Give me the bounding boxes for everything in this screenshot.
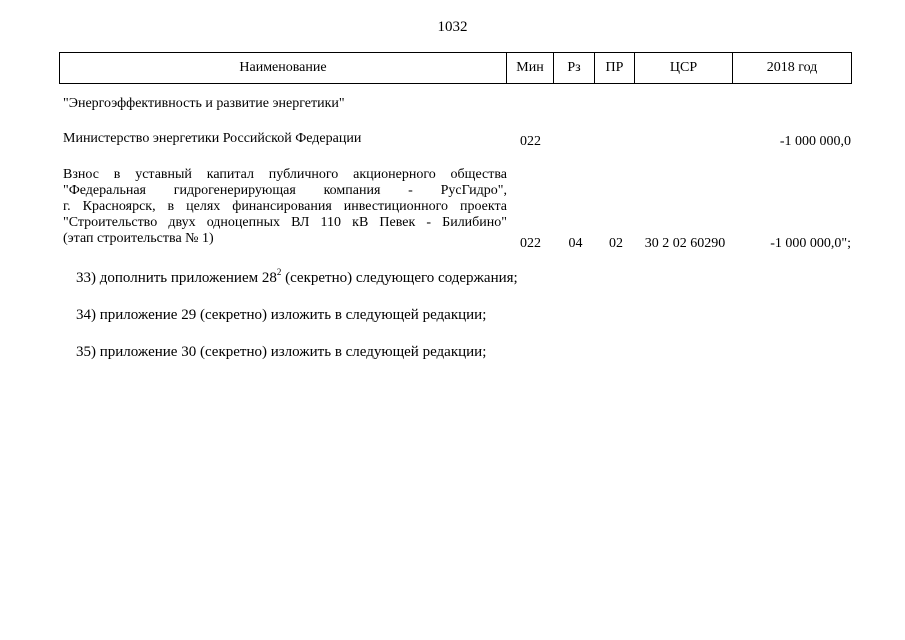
amendment-34: 34) приложение 29 (секретно) изложить в следующей редакции; xyxy=(76,307,487,323)
header-year: 2018 год xyxy=(733,53,852,84)
item-line-3: г. Красноярск, в целях финансирования инвестиционного проекта xyxy=(63,199,507,214)
header-min: Мин xyxy=(507,53,554,84)
program-title: "Энергоэффективность и развитие энергетики" xyxy=(63,96,345,111)
item-description xyxy=(63,167,507,247)
header-csr: ЦСР xyxy=(635,53,733,84)
header-row xyxy=(60,53,852,84)
item-line-5: (этап строительства № 1) xyxy=(63,231,214,246)
page-number: 1032 xyxy=(437,19,468,35)
column-header-table xyxy=(59,52,852,84)
item-rz: 04 xyxy=(568,236,583,251)
item-amount: -1 000 000,0"; xyxy=(770,236,851,251)
item-pr: 02 xyxy=(609,236,623,251)
amendment-33-rest: (секретно) следующего содержания; xyxy=(281,270,518,286)
ministry-amount: -1 000 000,0 xyxy=(779,134,851,149)
item-line-4: "Строительство двух одноцепных ВЛ 110 кВ Певек - Билибино" xyxy=(63,215,507,230)
header-pr: ПР xyxy=(595,53,635,84)
ministry-name: Министерство энергетики Российской Федерации xyxy=(63,131,362,146)
ministry-min: 022 xyxy=(520,134,541,149)
amendment-33 xyxy=(76,267,518,287)
amendment-33-text: 33) дополнить приложением 28 xyxy=(76,270,277,286)
amendment-35: 35) приложение 30 (секретно) изложить в следующей редакции; xyxy=(76,344,487,360)
header-rz: Рз xyxy=(554,53,595,84)
amendment-33-superscript: 2 xyxy=(276,267,282,277)
item-line-2: "Федеральная гидрогенерирующая компания - РусГидро", xyxy=(63,183,507,198)
item-csr: 30 2 02 60290 xyxy=(644,236,726,251)
item-line-1: Взнос в уставный капитал публичного акционерного общества xyxy=(63,167,507,182)
header-name: Наименование xyxy=(60,53,507,84)
item-min: 022 xyxy=(520,236,541,251)
